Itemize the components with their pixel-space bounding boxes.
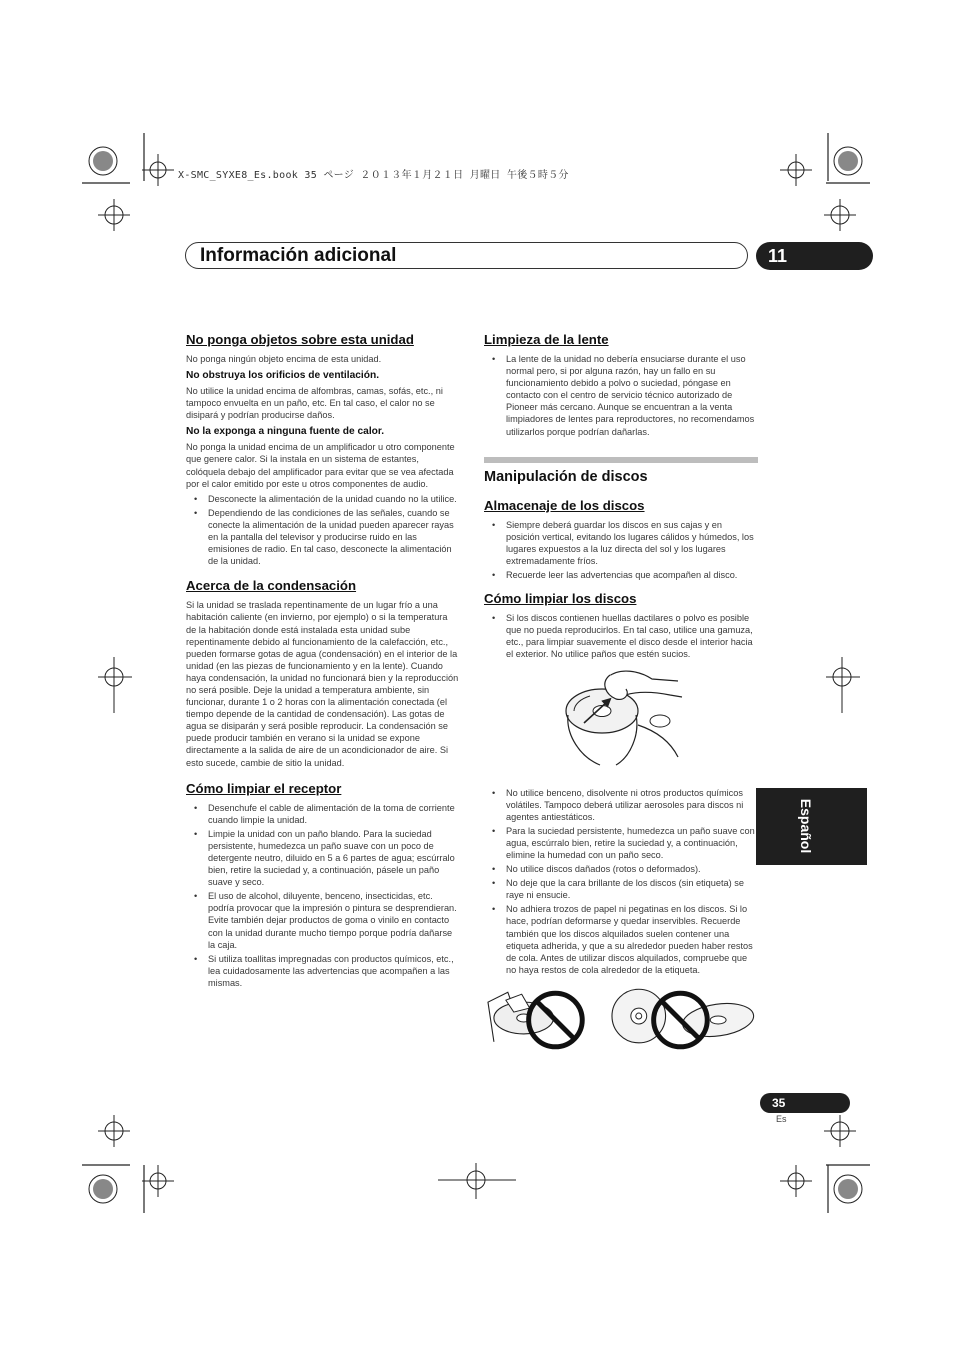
crosshair-mark-bottom xyxy=(438,1163,518,1203)
bullet-list xyxy=(484,353,758,438)
section-title: Limpieza de la lente xyxy=(484,332,609,347)
section-title: Cómo limpiar los discos xyxy=(484,591,637,607)
page-number: 35 xyxy=(772,1096,786,1110)
list-item: • La lente de la unidad no debería ensuciarse durante el uso normal pero, si por alguna razón, hay un fallo en su funcionamiento debido a polvo o suciedad, póngase en contacto con el centro de servicio técnico autorizado de Pioneer más cercano. Aunque se encuentran a la venta limpiadores de lentes para reproductores, no recomendamos utilizarlos porque podrían dañarlas. xyxy=(484,353,758,438)
subheading: No la exponga a ninguna fuente de calor. xyxy=(186,426,385,438)
registration-mark-top-right xyxy=(770,133,870,245)
list-item: • No deje que la cara brillante de los discos (sin etiqueta) se raye ni ensucie. xyxy=(484,877,758,901)
paragraph: Si la unidad se traslada repentinamente de un lugar frío a una habitación caliente (en invierno, por ejemplo) o si la temperatura de la habitación donde está instalada esta unidad sube repentinamente debido al funcionamiento de la calefacción, etc., pueden formarse gotas de agua (condensación) en el interior de la unidad (en las piezas de funcionamiento y en la lente). Cuando haya condensación, la unidad no funcionará bien y la reproducción no será posible. Deje la unidad a temperatura ambiente, sin funcionar, durante 1 o 2 horas con la alimentación conectada (el tiempo depende de la cantidad de condensación). Las gotas de agua se disiparán y será posible reproducir. La condensación se puede producir también en verano si la unidad se expone directamente a la salida de aire de un acondicionador de aire. Si esto sucede, cambie de sitio la unidad. xyxy=(186,600,459,768)
section-title: Almacenaje de los discos xyxy=(484,497,645,513)
bullet-list xyxy=(484,787,758,976)
page-language-code: Es xyxy=(776,1114,787,1124)
disc-cleaning-illustration xyxy=(484,665,758,777)
language-tab-label: Español xyxy=(798,798,814,854)
section-title: Cómo limpiar el receptor xyxy=(186,780,342,796)
no-damaged-disc-icon xyxy=(609,982,758,1058)
section-title: No ponga objetos sobre esta unidad xyxy=(186,332,414,347)
registration-mark-bottom-left xyxy=(82,1093,182,1213)
prohibited-illustrations xyxy=(484,982,758,1062)
bullet-list xyxy=(186,493,460,568)
list-item: • Desenchufe el cable de alimentación de la toma de corriente cuando limpie la unidad. xyxy=(186,802,460,826)
right-column xyxy=(484,331,758,1062)
section-title: Acerca de la condensación xyxy=(186,578,357,594)
list-item: • Recuerde leer las advertencias que acompañen al disco. xyxy=(484,569,758,581)
list-item: • No utilice discos dañados (rotos o deformados). xyxy=(484,863,758,875)
list-item: • Siempre deberá guardar los discos en sus cajas y en posición vertical, evitando los lugares cálidos y húmedos, los lugares expuestos a la luz directa del sol y los lugares extremadamente fríos. xyxy=(484,519,758,567)
list-item: • No adhiera trozos de papel ni pegatinas en los discos. Si lo hace, podrían deformarse y quedar inservibles. Recuerde también que los discos alquilados suelen contener una etiqueta adherida, y que a su alrededor pueden haber restos de cola. Antes de utilizar discos alquilados, compruebe que no haya restos de cola alrededor de la etiqueta. xyxy=(484,903,758,976)
crosshair-mark-right xyxy=(826,655,862,715)
bullet-list xyxy=(484,519,758,581)
paragraph: No utilice la unidad encima de alfombras, camas, sofás, etc., ni tampoco envuelta en un paño, etc. En tal caso, el calor no se disipará y podrían producirse daños. xyxy=(186,386,443,421)
list-item: • Si utiliza toallitas impregnadas con productos químicos, etc., lea cuidadosamente las advertencias que acompañen a las mismas. xyxy=(186,953,460,989)
crosshair-mark-top xyxy=(142,150,182,190)
list-item: • Dependiendo de las condiciones de las señales, cuando se conecte la alimentación de la unidad pueden aparecer rayas en la pantalla del televisor y producirse ruido en las emisiones de radio. En tal caso, desconecte la alimentación de la unidad. xyxy=(186,507,460,567)
section-title: Manipulación de discos xyxy=(484,468,648,485)
list-item: • No utilice benceno, disolvente ni otros productos químicos volátiles. Tampoco deberá utilizar aerosoles para discos ni agentes antiestáticos. xyxy=(484,787,758,823)
list-item: • Si los discos contienen huellas dactilares o polvo es posible que no pueda reproducirlos. En tal caso, utilice una gamuza, etc., para limpiar suavemente el disco desde el interior hacia el exterior. No utilice paños que estén sucios. xyxy=(484,612,758,660)
bullet-list xyxy=(186,802,460,989)
subheading: No obstruya los orificios de ventilación. xyxy=(186,370,380,382)
list-item: • El uso de alcohol, diluyente, benceno, insecticidas, etc. podría provocar que la impresión o pintura se desprendieran. Evite también dejar productos de goma o vinilo en contacto con la unidad durante mucho tiempo porque podría dañarse la caja. xyxy=(186,890,460,950)
left-column xyxy=(186,331,460,991)
no-tape-on-disc-icon xyxy=(484,982,593,1058)
paragraph: No ponga la unidad encima de un amplificador u otro componente que genere calor. Si la instala en un sistema de estantes, colóquela debajo del amplificador para evitar que se vea afectada por el calor emitido por este u otros componentes de audio. xyxy=(186,442,455,489)
chapter-number: 11 xyxy=(768,246,788,266)
file-header: X-SMC_SYXE8_Es.book 35 ページ ２０１３年１月２１日 月曜日 午後５時５分 xyxy=(178,170,569,181)
paragraph: No ponga ningún objeto encima de esta unidad. xyxy=(186,354,382,364)
crosshair-mark-left xyxy=(98,655,134,715)
list-item: • Desconecte la alimentación de la unidad cuando no la utilice. xyxy=(186,493,460,505)
list-item: • Para la suciedad persistente, humedezca un paño suave con agua, escúrralo bien, retire la suciedad y, a continuación, elimine la humedad con un paño seco. xyxy=(484,825,758,861)
section-divider xyxy=(484,457,758,463)
bullet-list xyxy=(484,612,758,660)
page-title: Información adicional xyxy=(200,245,397,266)
list-item: • Limpie la unidad con un paño blando. Para la suciedad persistente, humedezca un paño suave con un poco de detergente neutro, diluido en 5 a 6 partes de agua; escúrralo bien, retire la suciedad y, a continuación, pásele un paño suave y seco. xyxy=(186,828,460,888)
